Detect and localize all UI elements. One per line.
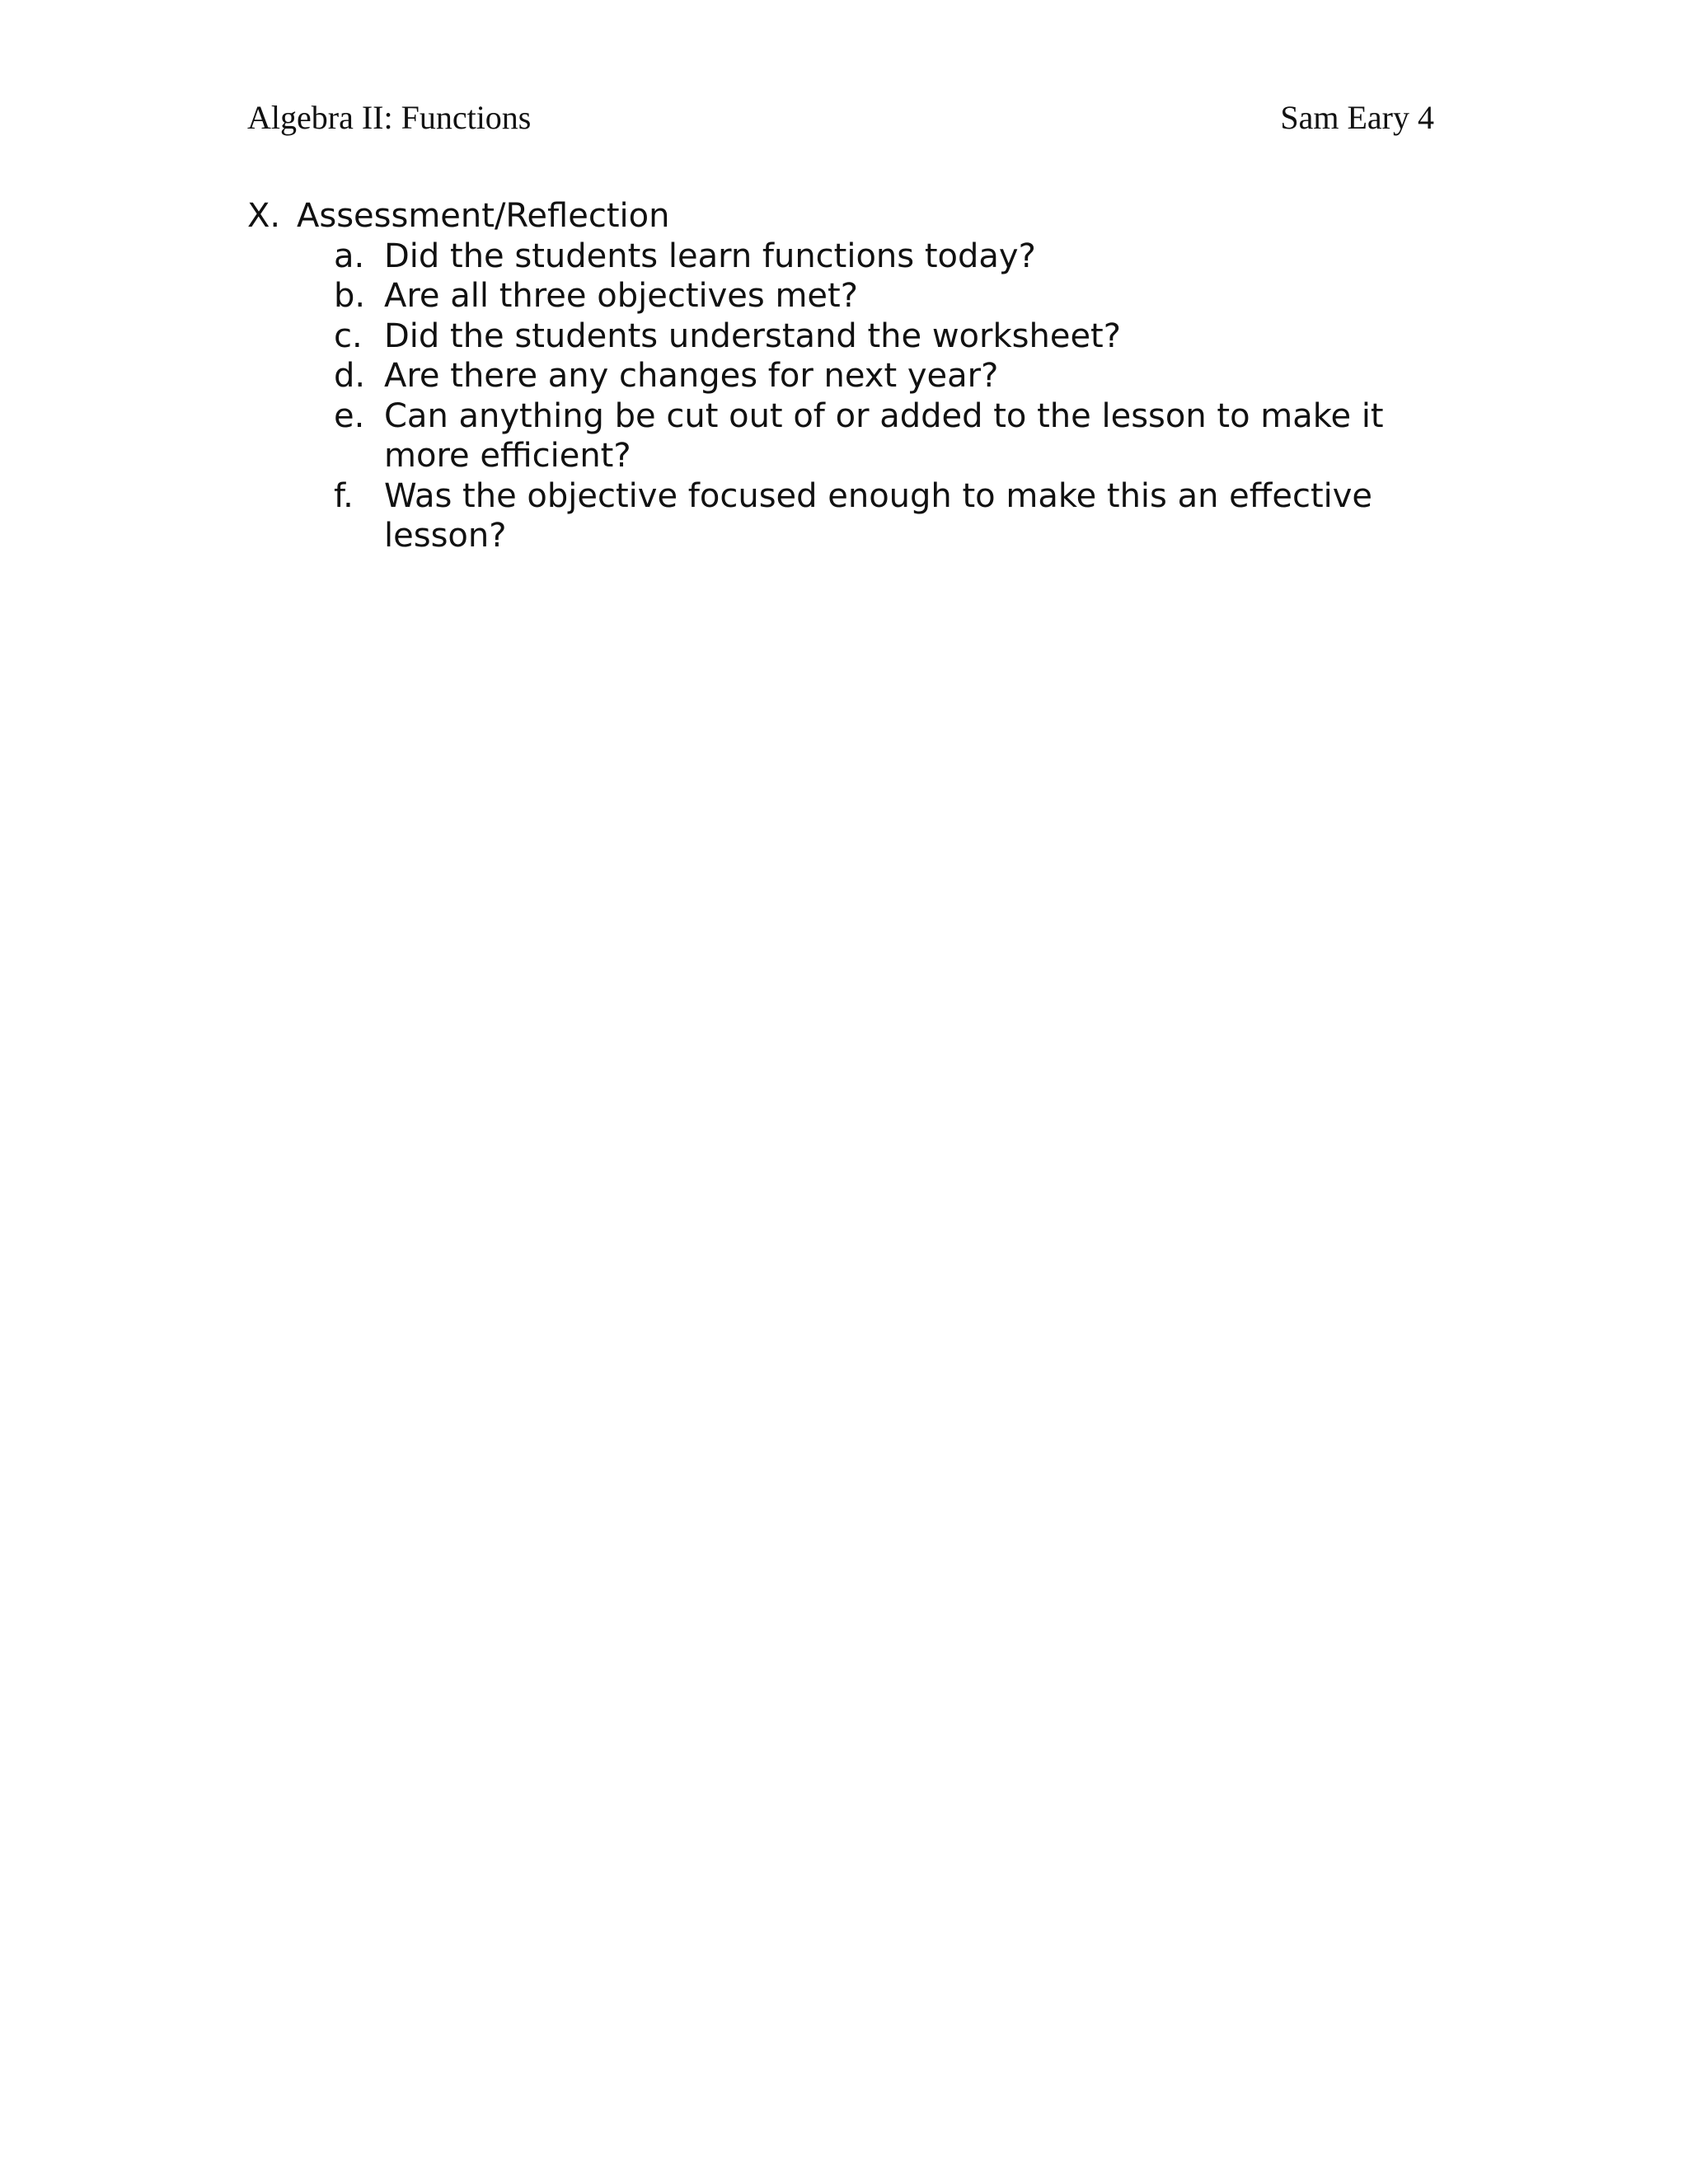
section-assessment-reflection [247,196,1434,556]
list-item-marker: a. [334,237,365,275]
header-author-page: Sam Eary 4 [1280,99,1434,136]
list-item-text: Are there any changes for next year? [384,357,999,395]
section-number: X. [247,197,281,235]
list-item [247,356,1434,396]
list-item-text: Are all three objectives met? [384,277,858,315]
list-item-text: Can anything be cut out of or added to the lesson to make it more efficient? [384,396,1384,475]
list-item-text: Did the students learn functions today? [384,237,1036,275]
list-item-marker: d. [334,357,366,395]
list-item-marker: f. [334,476,354,515]
page-header [247,97,1434,138]
reflection-question-list [247,237,1434,556]
list-item-text: Was the objective focused enough to make this an effective lesson? [384,476,1373,555]
section-title: Assessment/Reflection [297,197,670,235]
list-item [247,276,1434,316]
header-course-title: Algebra II: Functions [247,99,532,136]
list-item-marker: e. [334,396,365,435]
list-item-marker: c. [334,316,363,355]
list-item [247,396,1434,476]
list-item [247,237,1434,277]
list-item-marker: b. [334,277,366,315]
list-item [247,316,1434,357]
list-item-text: Did the students understand the worksheet? [384,316,1121,355]
list-item [247,476,1434,556]
section-heading [247,196,1434,237]
